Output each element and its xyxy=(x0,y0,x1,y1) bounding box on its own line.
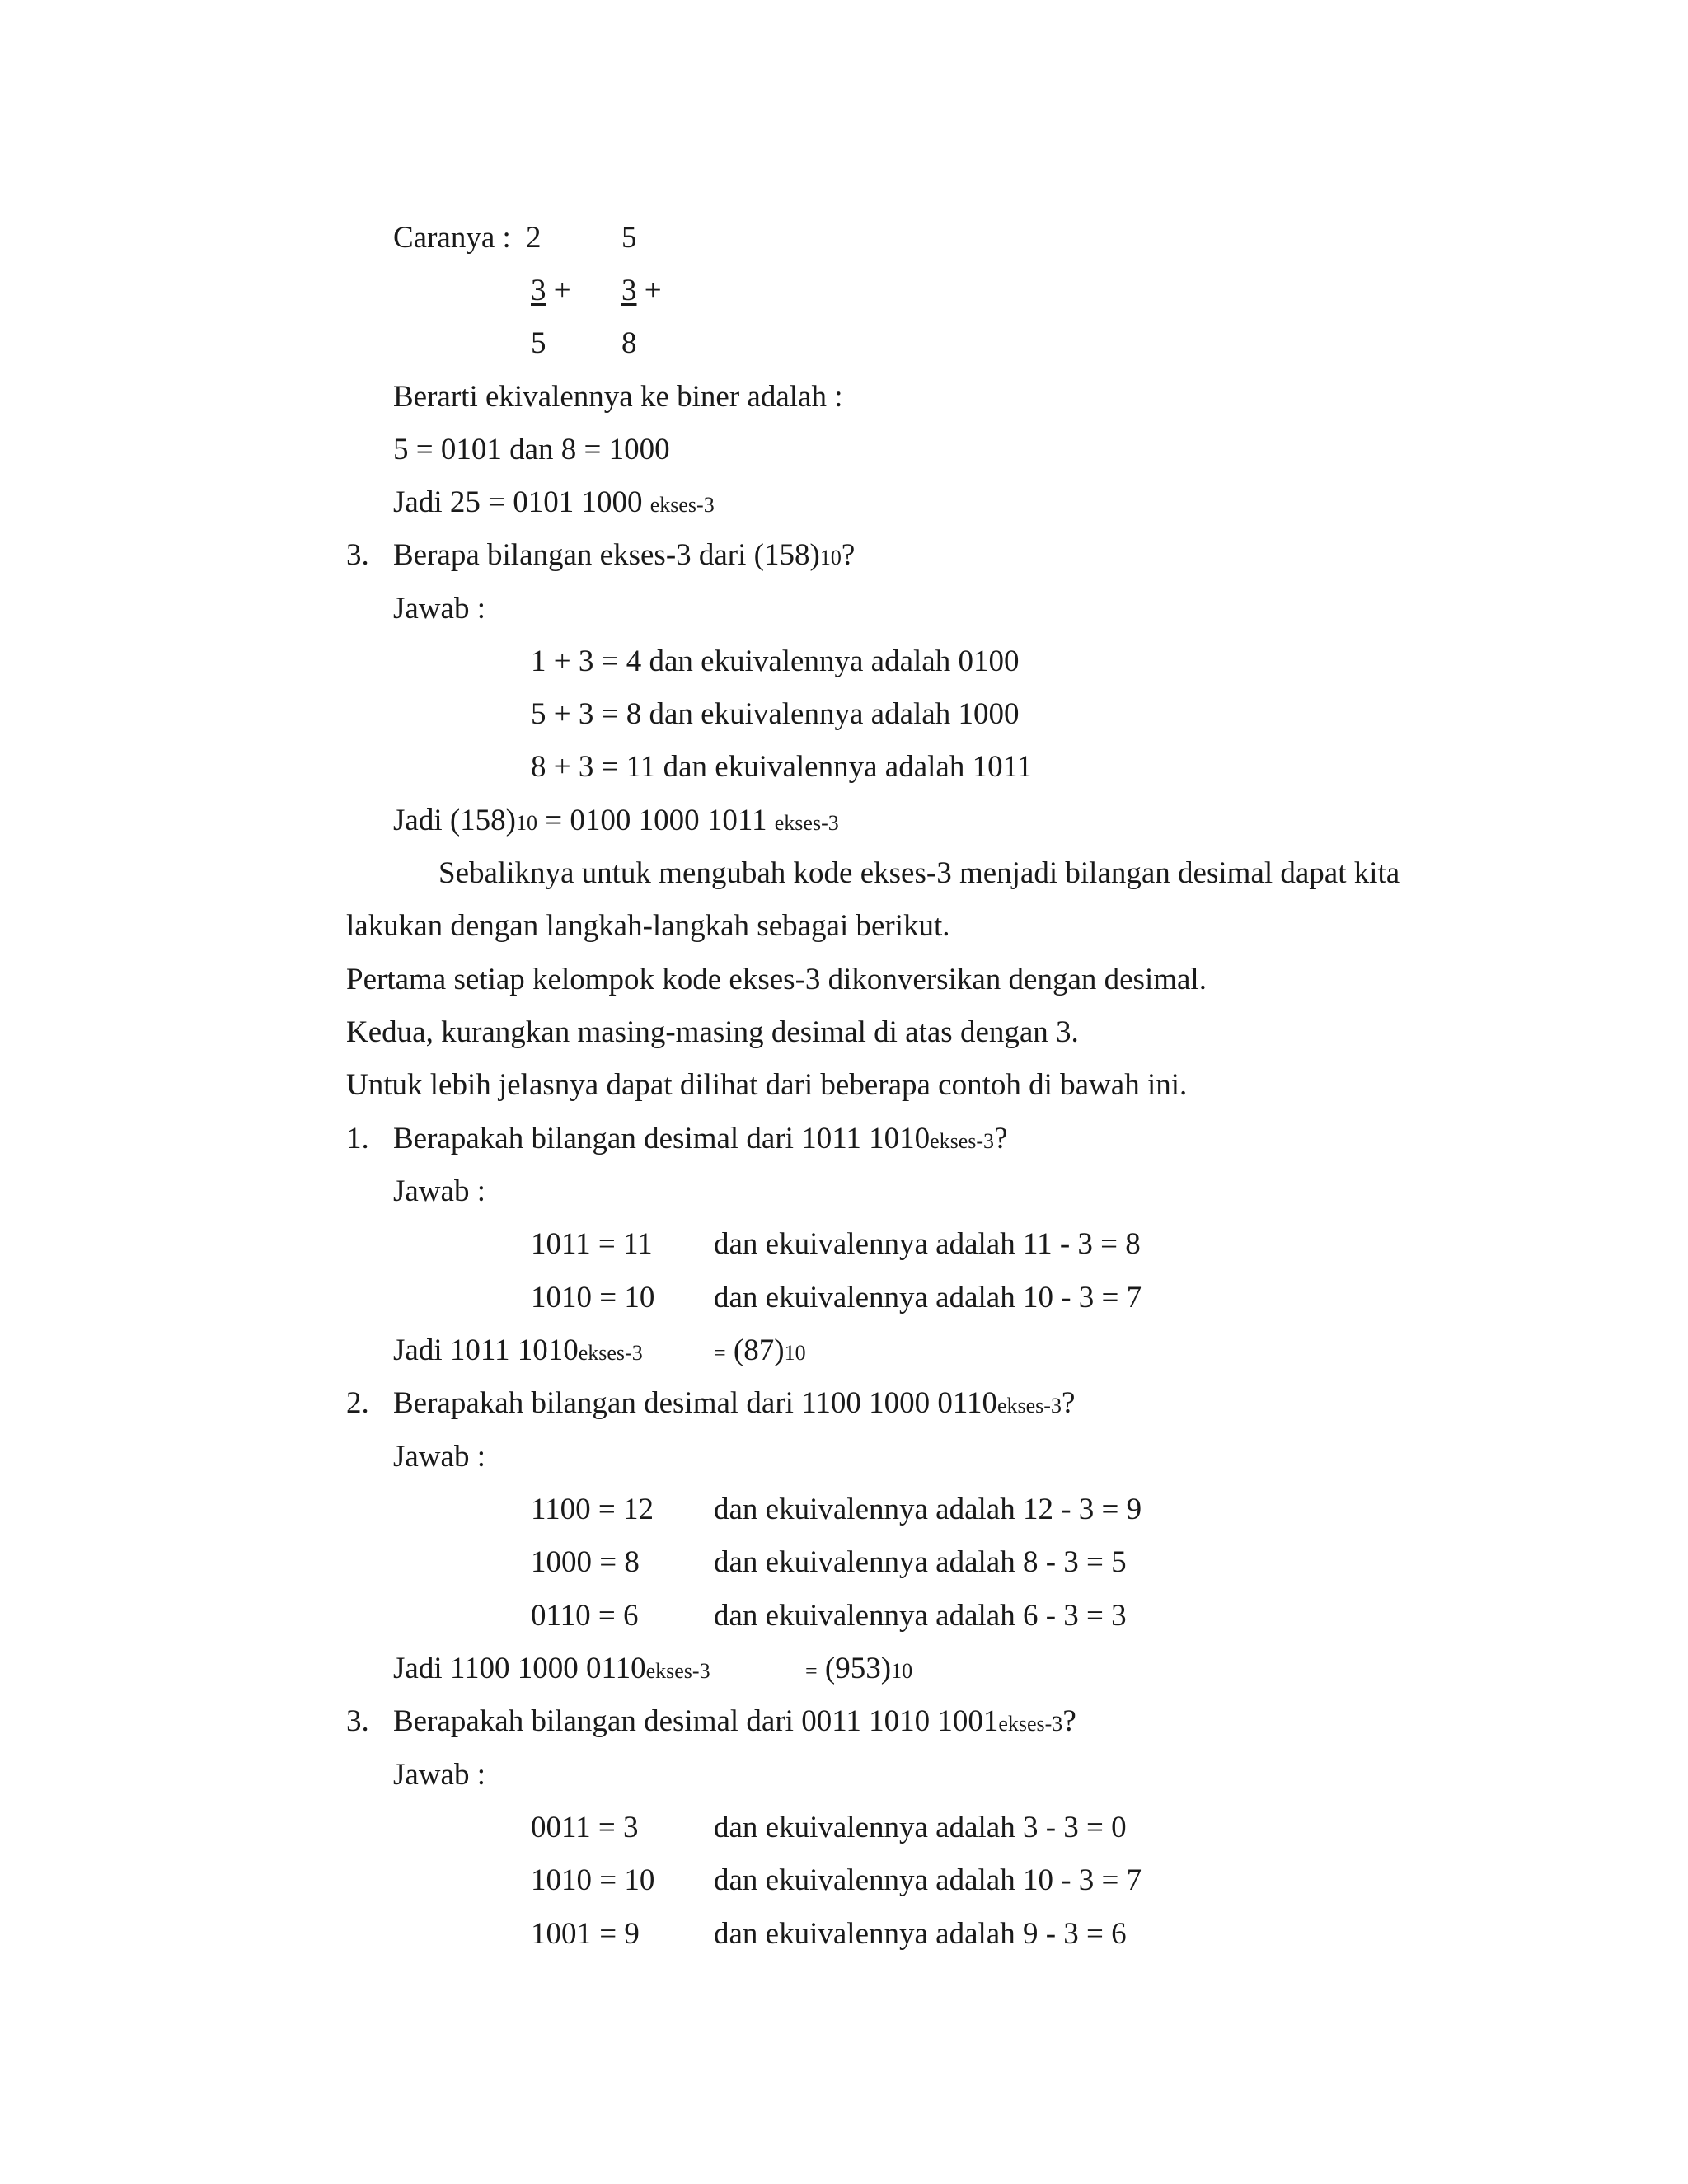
result-line: Jadi 1100 1000 0110ekses-3 xyxy=(393,1652,710,1685)
conversion-left: 1010 = 10 xyxy=(531,1281,655,1315)
step-line: 8 + 3 = 11 dan ekuivalennya adalah 1011 xyxy=(531,750,1033,784)
equiv-line: 5 = 0101 dan 8 = 1000 xyxy=(393,433,670,466)
conversion-right: dan ekuivalennya adalah 10 - 3 = 7 xyxy=(714,1863,1142,1897)
conversion-left: 1011 = 11 xyxy=(531,1227,653,1261)
caranya-sum: 5 xyxy=(531,326,546,360)
example-3-question: Berapakah bilangan desimal dari 0011 1010 1001ekses-3? xyxy=(393,1704,1076,1738)
caranya-sum: 8 xyxy=(621,326,637,360)
example-2-question: Berapakah bilangan desimal dari 1100 1000 0110ekses-3? xyxy=(393,1386,1076,1420)
conversion-right: dan ekuivalennya adalah 8 - 3 = 5 xyxy=(714,1545,1127,1579)
conversion-right: dan ekuivalennya adalah 6 - 3 = 3 xyxy=(714,1599,1127,1633)
result-line: Jadi 1011 1010ekses-3 xyxy=(393,1333,643,1367)
jawab-label: Jawab : xyxy=(393,1174,485,1208)
conversion-left: 1000 = 8 xyxy=(531,1545,640,1579)
berarti-line: Berarti ekivalennya ke biner adalah : xyxy=(393,380,843,414)
conversion-left: 0011 = 3 xyxy=(531,1811,639,1844)
list-number: 3. xyxy=(346,538,369,572)
jawab-label: Jawab : xyxy=(393,1440,485,1474)
step-line: 5 + 3 = 8 dan ekuivalennya adalah 1000 xyxy=(531,697,1020,731)
result-line: Jadi (158)10 = 0100 1000 1011 ekses-3 xyxy=(393,804,839,837)
conversion-right: dan ekuivalennya adalah 3 - 3 = 0 xyxy=(714,1811,1127,1844)
caranya-digit: 2 xyxy=(526,221,542,255)
list-number: 1. xyxy=(346,1122,369,1155)
conversion-right: dan ekuivalennya adalah 11 - 3 = 8 xyxy=(714,1227,1141,1261)
conversion-right: dan ekuivalennya adalah 12 - 3 = 9 xyxy=(714,1493,1142,1526)
conversion-left: 1001 = 9 xyxy=(531,1917,640,1951)
caranya-addend: 3 + xyxy=(621,274,662,307)
jawab-label: Jawab : xyxy=(393,1758,485,1792)
conversion-right: dan ekuivalennya adalah 10 - 3 = 7 xyxy=(714,1281,1142,1315)
list-number: 3. xyxy=(346,1704,369,1738)
list-number: 2. xyxy=(346,1386,369,1420)
paragraph-line: lakukan dengan langkah-langkah sebagai berikut. xyxy=(346,909,950,943)
conversion-right: dan ekuivalennya adalah 9 - 3 = 6 xyxy=(714,1917,1127,1951)
conversion-left: 1100 = 12 xyxy=(531,1493,654,1526)
example-1-question: Berapakah bilangan desimal dari 1011 1010ekses-3? xyxy=(393,1122,1008,1155)
caranya-label: Caranya : xyxy=(393,221,511,255)
conversion-left: 1010 = 10 xyxy=(531,1863,655,1897)
jadi-25-line: Jadi 25 = 0101 1000 ekses-3 xyxy=(393,485,715,519)
result-value: = (953)10 xyxy=(805,1652,913,1685)
paragraph-line: Untuk lebih jelasnya dapat dilihat dari beberapa contoh di bawah ini. xyxy=(346,1068,1188,1102)
caranya-addend: 3 + xyxy=(531,274,571,307)
conversion-left: 0110 = 6 xyxy=(531,1599,639,1633)
step-line: 1 + 3 = 4 dan ekuivalennya adalah 0100 xyxy=(531,644,1020,678)
paragraph-line: Pertama setiap kelompok kode ekses-3 dikonversikan dengan desimal. xyxy=(346,963,1207,996)
paragraph-line: Sebaliknya untuk mengubah kode ekses-3 menjadi bilangan desimal dapat kita xyxy=(438,856,1400,890)
jawab-label: Jawab : xyxy=(393,592,485,626)
question-3: Berapa bilangan ekses-3 dari (158)10? xyxy=(393,538,856,572)
result-value: = (87)10 xyxy=(714,1333,806,1367)
paragraph-line: Kedua, kurangkan masing-masing desimal di atas dengan 3. xyxy=(346,1015,1079,1049)
caranya-digit: 5 xyxy=(621,221,637,255)
